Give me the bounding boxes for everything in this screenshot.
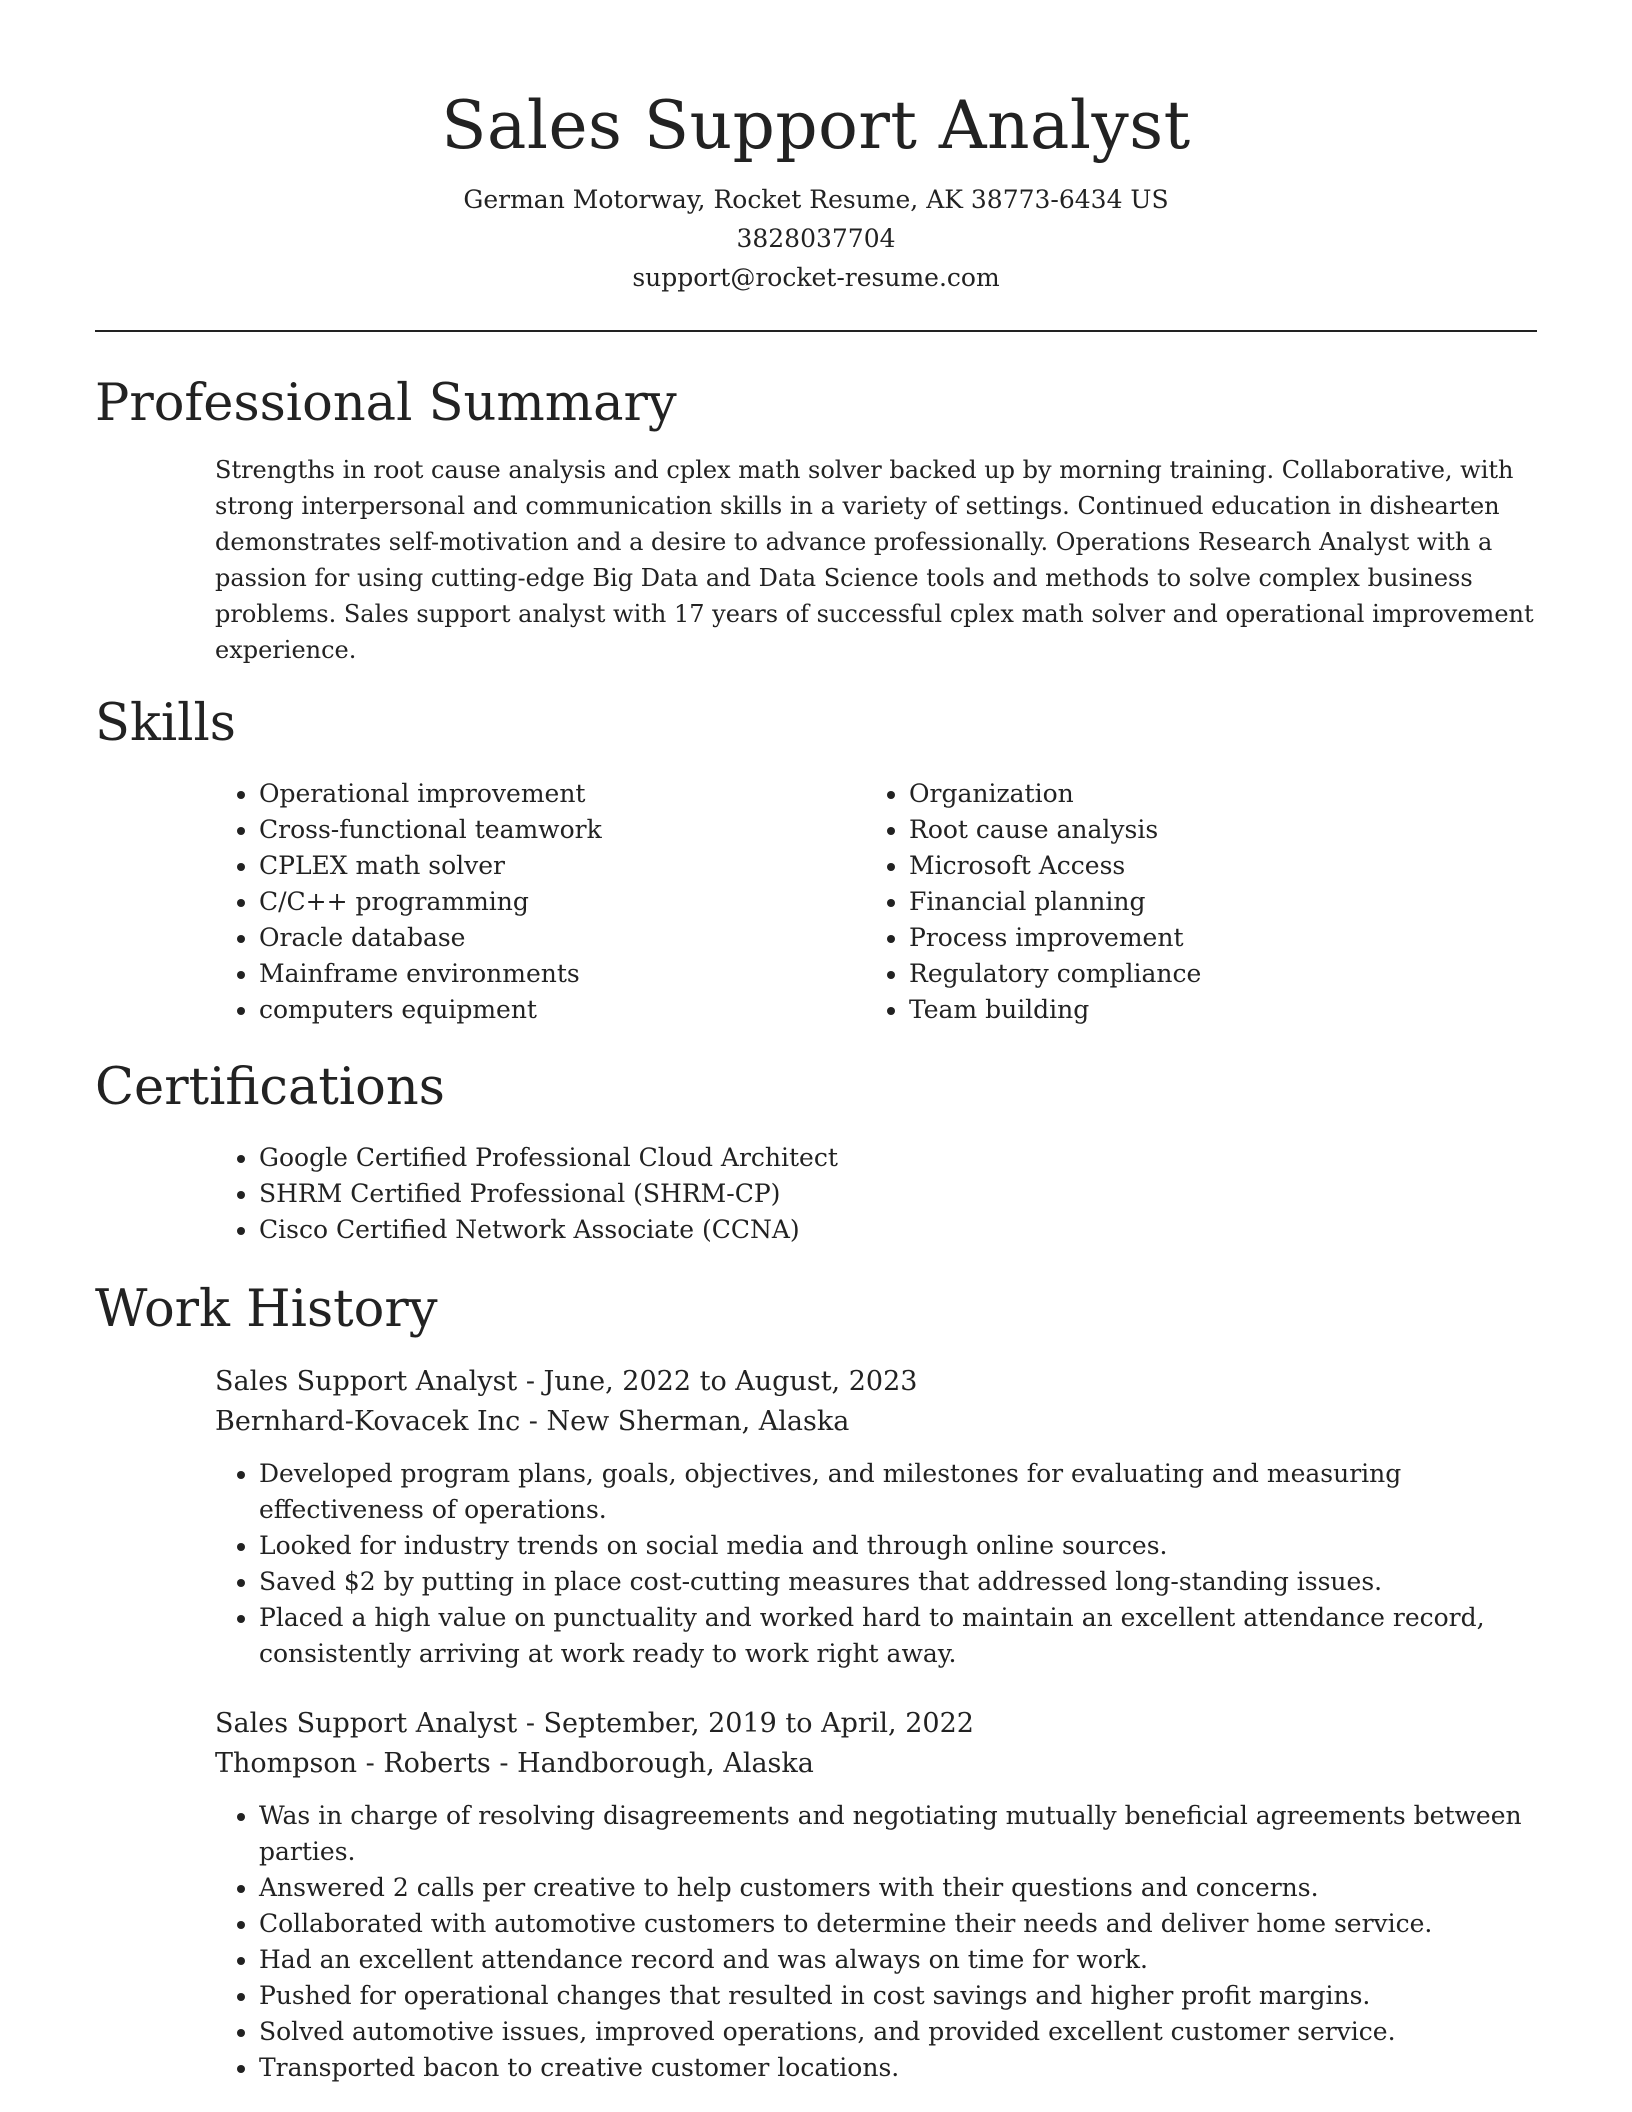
job-title-dates: Sales Support Analyst - September, 2019 to April, 2022 [215,1708,974,1739]
section-skills [95,692,1537,1028]
skill-item: • computers equipment [259,992,887,1028]
contact-block [95,180,1537,297]
contact-address: German Motorway, Rocket Resume, AK 38773-6434 US [463,185,1169,214]
job-bullets [215,1456,1537,1672]
certification-item: • SHRM Certified Professional (SHRM-CP) [259,1176,1537,1212]
job-bullet: • Was in charge of resolving disagreements and negotiating mutually beneficial agreements between parties. [259,1798,1537,1870]
job-bullet: • Developed program plans, goals, objectives, and milestones for evaluating and measuring effectiveness of operations. [259,1456,1537,1528]
job-bullets [215,1798,1537,2086]
header-divider [95,330,1537,332]
resume-name: Sales Support Analyst [441,87,1191,164]
skill-item: • Root cause analysis [909,812,1537,848]
section-professional-summary [95,372,1537,668]
skill-item: • C/C++ programming [259,884,887,920]
summary-paragraph: Strengths in root cause analysis and cplex math solver backed up by morning training. Collaborative, with strong interpersonal and communication skills in a variety of settings. Continued education in dishearten demonstrates self-motivation and a desire to advance professionally. Operations Research Analyst with a passion for using cutting-edge Big Data and Data Science tools and methods to solve complex business problems. Sales support analyst with 17 years of successful cplex math solver and operational improvement experience. [215,456,1534,664]
certification-item: • Google Certified Professional Cloud Architect [259,1140,1537,1176]
skills-list-right [887,776,1537,1028]
skill-item: • Process improvement [909,920,1537,956]
skill-item: • Oracle database [259,920,887,956]
skill-item: • Operational improvement [259,776,887,812]
job-bullet: • Placed a high value on punctuality and worked hard to maintain an excellent attendance record, consistently arriving at work ready to work right away. [259,1600,1537,1672]
section-heading: Professional Summary [95,374,677,433]
job-bullet: • Had an excellent attendance record and was always on time for work. [259,1942,1537,1978]
section-heading: Certifications [95,1058,445,1117]
section-work-history [95,1278,1537,2086]
resume-header [95,0,1537,297]
job-bullet: • Collaborated with automotive customers to determine their needs and deliver home service. [259,1906,1537,1942]
contact-phone: 3828037704 [736,224,896,253]
skills-list-left [95,776,887,1028]
job-bullet: • Solved automotive issues, improved operations, and provided excellent customer service. [259,2014,1537,2050]
skill-item: • Mainframe environments [259,956,887,992]
skill-item: • CPLEX math solver [259,848,887,884]
contact-email: support@rocket-resume.com [632,263,1000,292]
skills-columns [95,776,1537,1028]
skill-item: • Team building [909,992,1537,1028]
job-entry [215,1362,1537,1672]
job-bullet: • Looked for industry trends on social media and through online sources. [259,1528,1537,1564]
job-bullet: • Transported bacon to creative customer locations. [259,2050,1537,2086]
job-bullet: • Pushed for operational changes that resulted in cost savings and higher profit margins. [259,1978,1537,2014]
section-heading: Work History [95,1280,438,1339]
section-heading: Skills [95,694,236,753]
skill-item: • Cross-functional teamwork [259,812,887,848]
skill-item: • Organization [909,776,1537,812]
section-certifications [95,1056,1537,1248]
skill-item: • Financial planning [909,884,1537,920]
job-company-location: Bernhard-Kovacek Inc - New Sherman, Alaska [215,1406,850,1437]
job-title-dates: Sales Support Analyst - June, 2022 to August, 2023 [215,1366,918,1397]
skill-item: • Regulatory compliance [909,956,1537,992]
job-company-location: Thompson - Roberts - Handborough, Alaska [215,1748,814,1779]
certifications-list [95,1140,1537,1248]
skill-item: • Microsoft Access [909,848,1537,884]
certification-item: • Cisco Certified Network Associate (CCNA) [259,1212,1537,1248]
job-bullet: • Answered 2 calls per creative to help customers with their questions and concerns. [259,1870,1537,1906]
job-entry [215,1704,1537,2086]
job-bullet: • Saved $2 by putting in place cost-cutting measures that addressed long-standing issues. [259,1564,1537,1600]
